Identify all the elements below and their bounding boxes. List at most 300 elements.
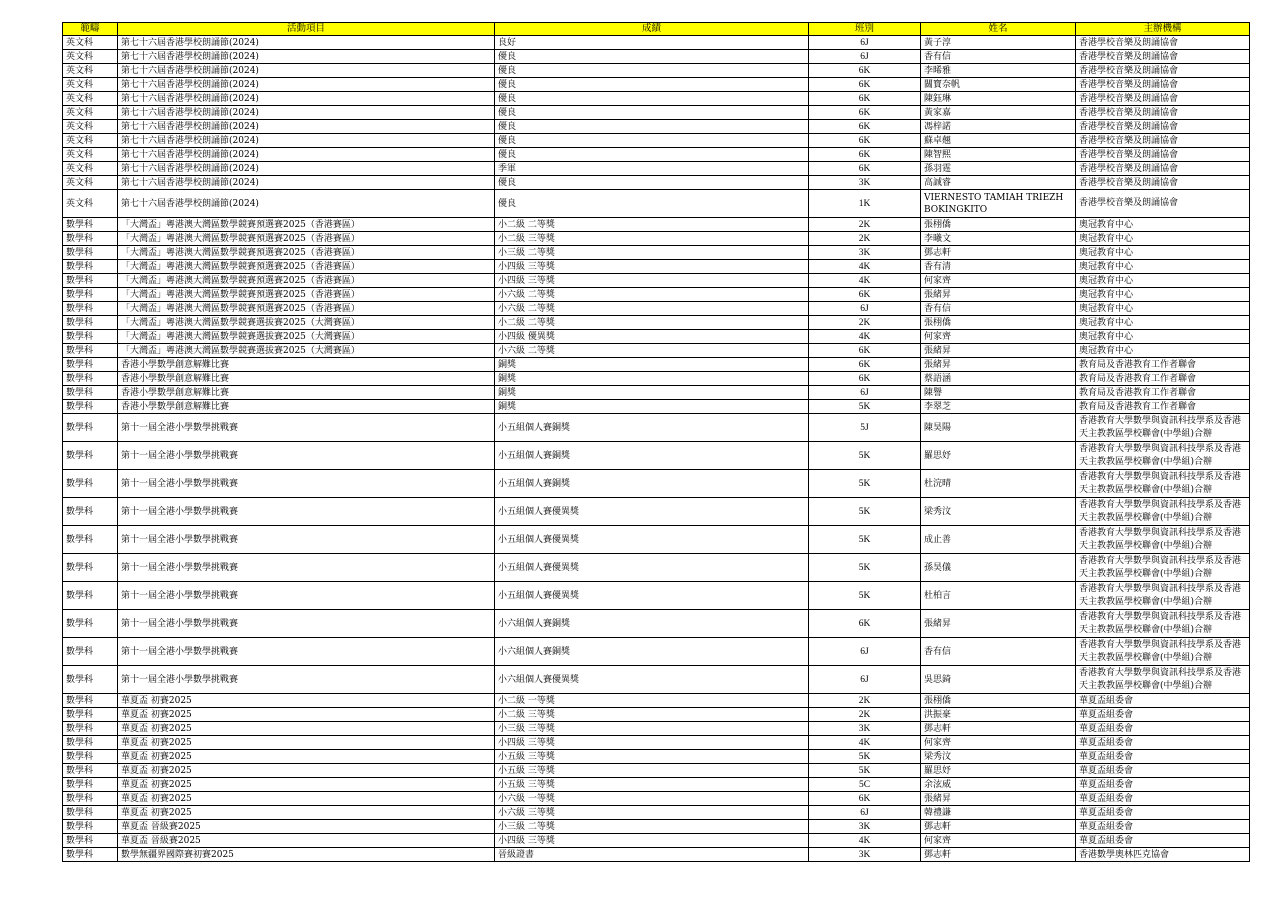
cell-result: 小二級 二等獎 xyxy=(495,218,809,232)
cell-organizer: 奧冠教育中心 xyxy=(1076,274,1250,288)
table-row xyxy=(63,582,1250,610)
cell-activity: 「大灣盃」粵港澳大灣區數學競賽選拔賽2025（大灣賽區） xyxy=(118,344,495,358)
cell-name: 陳譽 xyxy=(921,386,1076,400)
cell-activity: 第七十六屆香港學校朗誦節(2024) xyxy=(118,190,495,218)
cell-result: 小四級 三等獎 xyxy=(495,260,809,274)
table-row xyxy=(63,176,1250,190)
cell-activity: 第七十六屆香港學校朗誦節(2024) xyxy=(118,148,495,162)
cell-category: 數學科 xyxy=(63,358,118,372)
cell-activity: 第七十六屆香港學校朗誦節(2024) xyxy=(118,106,495,120)
cell-name: 李翠芝 xyxy=(921,400,1076,414)
cell-category: 數學科 xyxy=(63,722,118,736)
cell-name: 蘇卓翹 xyxy=(921,134,1076,148)
cell-category: 數學科 xyxy=(63,610,118,638)
cell-class: 6K xyxy=(809,106,921,120)
cell-class: 6K xyxy=(809,148,921,162)
cell-activity: 華夏盃 初賽2025 xyxy=(118,778,495,792)
cell-class: 5C xyxy=(809,778,921,792)
cell-class: 5K xyxy=(809,442,921,470)
cell-category: 數學科 xyxy=(63,330,118,344)
cell-category: 數學科 xyxy=(63,638,118,666)
cell-result: 小五級 三等獎 xyxy=(495,764,809,778)
cell-name: 羅思妤 xyxy=(921,442,1076,470)
cell-category: 數學科 xyxy=(63,274,118,288)
cell-category: 數學科 xyxy=(63,260,118,274)
cell-activity: 第七十六屆香港學校朗誦節(2024) xyxy=(118,50,495,64)
cell-activity: 第七十六屆香港學校朗誦節(2024) xyxy=(118,92,495,106)
cell-organizer: 華夏盃組委會 xyxy=(1076,778,1250,792)
cell-category: 數學科 xyxy=(63,820,118,834)
cell-name: 黃家嘉 xyxy=(921,106,1076,120)
table-row xyxy=(63,218,1250,232)
header-organizer: 主辦機構 xyxy=(1076,23,1250,36)
cell-category: 英文科 xyxy=(63,64,118,78)
cell-activity: 第十一屆全港小學數學挑戰賽 xyxy=(118,498,495,526)
header-name: 姓名 xyxy=(921,23,1076,36)
cell-name: 張栩僑 xyxy=(921,316,1076,330)
cell-class: 3K xyxy=(809,176,921,190)
cell-name: 張緒昇 xyxy=(921,344,1076,358)
cell-result: 小六組個人賽優異獎 xyxy=(495,666,809,694)
cell-category: 數學科 xyxy=(63,848,118,862)
cell-result: 優良 xyxy=(495,120,809,134)
cell-result: 小四級 三等獎 xyxy=(495,274,809,288)
cell-name: 韓禮謙 xyxy=(921,806,1076,820)
cell-organizer: 奧冠教育中心 xyxy=(1076,232,1250,246)
table-row xyxy=(63,316,1250,330)
cell-activity: 第七十六屆香港學校朗誦節(2024) xyxy=(118,134,495,148)
cell-result: 優良 xyxy=(495,134,809,148)
cell-class: 5K xyxy=(809,764,921,778)
cell-organizer: 教育局及香港教育工作者聯會 xyxy=(1076,386,1250,400)
cell-class: 2K xyxy=(809,708,921,722)
table-row xyxy=(63,470,1250,498)
cell-class: 6K xyxy=(809,162,921,176)
cell-category: 數學科 xyxy=(63,778,118,792)
cell-organizer: 香港教育大學數學與資訊科技學系及香港天主教教區學校聯會(中學組)合辦 xyxy=(1076,638,1250,666)
cell-organizer: 奧冠教育中心 xyxy=(1076,260,1250,274)
table-row xyxy=(63,750,1250,764)
cell-result: 小六級 二等獎 xyxy=(495,302,809,316)
cell-result: 小五組個人賽優異獎 xyxy=(495,582,809,610)
cell-name: 何家齊 xyxy=(921,736,1076,750)
cell-result: 優良 xyxy=(495,190,809,218)
cell-name: 張栩僑 xyxy=(921,694,1076,708)
cell-result: 小二級 一等獎 xyxy=(495,694,809,708)
cell-name: 張緒昇 xyxy=(921,610,1076,638)
awards-table xyxy=(62,22,1250,862)
cell-result: 良好 xyxy=(495,36,809,50)
cell-organizer: 香港教育大學數學與資訊科技學系及香港天主教教區學校聯會(中學組)合辦 xyxy=(1076,470,1250,498)
cell-category: 英文科 xyxy=(63,50,118,64)
cell-class: 6K xyxy=(809,120,921,134)
cell-activity: 華夏盃 初賽2025 xyxy=(118,708,495,722)
cell-category: 數學科 xyxy=(63,288,118,302)
cell-organizer: 奧冠教育中心 xyxy=(1076,316,1250,330)
cell-result: 季軍 xyxy=(495,162,809,176)
cell-class: 6J xyxy=(809,36,921,50)
cell-result: 晉級證書 xyxy=(495,848,809,862)
cell-organizer: 奧冠教育中心 xyxy=(1076,218,1250,232)
cell-result: 小五組個人賽優異獎 xyxy=(495,498,809,526)
cell-class: 3K xyxy=(809,722,921,736)
cell-activity: 第十一屆全港小學數學挑戰賽 xyxy=(118,414,495,442)
cell-category: 英文科 xyxy=(63,92,118,106)
cell-result: 銅獎 xyxy=(495,358,809,372)
cell-class: 6K xyxy=(809,64,921,78)
cell-organizer: 香港教育大學數學與資訊科技學系及香港天主教教區學校聯會(中學組)合辦 xyxy=(1076,498,1250,526)
cell-activity: 華夏盃 初賽2025 xyxy=(118,750,495,764)
cell-activity: 華夏盃 初賽2025 xyxy=(118,736,495,750)
table-row xyxy=(63,36,1250,50)
header-row xyxy=(63,23,1250,36)
cell-class: 3K xyxy=(809,848,921,862)
cell-name: 陳昊陽 xyxy=(921,414,1076,442)
cell-category: 數學科 xyxy=(63,526,118,554)
cell-name: 余泫威 xyxy=(921,778,1076,792)
cell-activity: 第十一屆全港小學數學挑戰賽 xyxy=(118,666,495,694)
cell-result: 小六組個人賽銅獎 xyxy=(495,610,809,638)
cell-result: 小二級 三等獎 xyxy=(495,232,809,246)
table-row xyxy=(63,638,1250,666)
table-row xyxy=(63,344,1250,358)
cell-activity: 華夏盃 初賽2025 xyxy=(118,764,495,778)
table-row xyxy=(63,106,1250,120)
cell-category: 英文科 xyxy=(63,106,118,120)
table-row xyxy=(63,414,1250,442)
table-row xyxy=(63,498,1250,526)
table-row xyxy=(63,610,1250,638)
cell-result: 小四級 優異獎 xyxy=(495,330,809,344)
cell-result: 小三級 三等獎 xyxy=(495,722,809,736)
cell-organizer: 奧冠教育中心 xyxy=(1076,330,1250,344)
cell-name: 洪振豪 xyxy=(921,708,1076,722)
cell-name: 何家齊 xyxy=(921,834,1076,848)
cell-result: 小四級 三等獎 xyxy=(495,736,809,750)
table-row xyxy=(63,526,1250,554)
cell-category: 數學科 xyxy=(63,414,118,442)
cell-class: 6J xyxy=(809,386,921,400)
cell-organizer: 奧冠教育中心 xyxy=(1076,246,1250,260)
table-row xyxy=(63,148,1250,162)
cell-result: 優良 xyxy=(495,78,809,92)
cell-name: 何家齊 xyxy=(921,330,1076,344)
cell-result: 小三級 二等獎 xyxy=(495,246,809,260)
cell-category: 數學科 xyxy=(63,372,118,386)
cell-activity: 華夏盃 初賽2025 xyxy=(118,694,495,708)
cell-name: 李晞雅 xyxy=(921,64,1076,78)
cell-activity: 華夏盃 初賽2025 xyxy=(118,806,495,820)
table-row xyxy=(63,50,1250,64)
cell-result: 小三級 二等獎 xyxy=(495,820,809,834)
cell-organizer: 香港教育大學數學與資訊科技學系及香港天主教教區學校聯會(中學組)合辦 xyxy=(1076,610,1250,638)
cell-class: 4K xyxy=(809,330,921,344)
cell-result: 小二級 二等獎 xyxy=(495,316,809,330)
table-row xyxy=(63,330,1250,344)
cell-result: 小五級 三等獎 xyxy=(495,750,809,764)
cell-organizer: 華夏盃組委會 xyxy=(1076,694,1250,708)
cell-name: 高誠睿 xyxy=(921,176,1076,190)
table-row xyxy=(63,442,1250,470)
cell-class: 4K xyxy=(809,274,921,288)
cell-result: 銅獎 xyxy=(495,372,809,386)
cell-activity: 「大灣盃」粵港澳大灣區數學競賽預選賽2025（香港賽區） xyxy=(118,274,495,288)
table-row xyxy=(63,778,1250,792)
cell-category: 英文科 xyxy=(63,134,118,148)
cell-organizer: 香港學校音樂及朗誦協會 xyxy=(1076,120,1250,134)
cell-category: 數學科 xyxy=(63,666,118,694)
cell-organizer: 香港學校音樂及朗誦協會 xyxy=(1076,190,1250,218)
cell-class: 6K xyxy=(809,358,921,372)
cell-organizer: 香港數學奧林匹克協會 xyxy=(1076,848,1250,862)
header-activity: 活動項目 xyxy=(118,23,495,36)
table-row xyxy=(63,820,1250,834)
cell-result: 小五組個人賽優異獎 xyxy=(495,526,809,554)
cell-name: 張栩僑 xyxy=(921,218,1076,232)
cell-organizer: 華夏盃組委會 xyxy=(1076,792,1250,806)
cell-organizer: 香港學校音樂及朗誦協會 xyxy=(1076,36,1250,50)
cell-activity: 「大灣盃」粵港澳大灣區數學競賽選拔賽2025（大灣賽區） xyxy=(118,316,495,330)
cell-name: 吳思錡 xyxy=(921,666,1076,694)
cell-result: 優良 xyxy=(495,106,809,120)
cell-class: 5K xyxy=(809,470,921,498)
table-row xyxy=(63,260,1250,274)
cell-organizer: 香港教育大學數學與資訊科技學系及香港天主教教區學校聯會(中學組)合辦 xyxy=(1076,582,1250,610)
cell-activity: 香港小學數學創意解難比賽 xyxy=(118,358,495,372)
table-row xyxy=(63,92,1250,106)
cell-class: 2K xyxy=(809,316,921,330)
cell-class: 6K xyxy=(809,134,921,148)
cell-category: 數學科 xyxy=(63,344,118,358)
cell-class: 6K xyxy=(809,344,921,358)
cell-activity: 「大灣盃」粵港澳大灣區數學競賽選拔賽2025（大灣賽區） xyxy=(118,330,495,344)
cell-organizer: 華夏盃組委會 xyxy=(1076,820,1250,834)
table-row xyxy=(63,162,1250,176)
cell-category: 數學科 xyxy=(63,498,118,526)
cell-activity: 香港小學數學創意解難比賽 xyxy=(118,372,495,386)
cell-class: 5K xyxy=(809,498,921,526)
cell-organizer: 香港教育大學數學與資訊科技學系及香港天主教教區學校聯會(中學組)合辦 xyxy=(1076,526,1250,554)
table-row xyxy=(63,736,1250,750)
cell-result: 優良 xyxy=(495,176,809,190)
cell-activity: 數學無疆界國際賽初賽2025 xyxy=(118,848,495,862)
cell-organizer: 華夏盃組委會 xyxy=(1076,764,1250,778)
table-row xyxy=(63,302,1250,316)
cell-result: 銅獎 xyxy=(495,386,809,400)
cell-name: 鄧志軒 xyxy=(921,848,1076,862)
cell-activity: 「大灣盃」粵港澳大灣區數學競賽預選賽2025（香港賽區） xyxy=(118,288,495,302)
cell-activity: 華夏盃 晉級賽2025 xyxy=(118,820,495,834)
cell-class: 6K xyxy=(809,92,921,106)
cell-category: 數學科 xyxy=(63,792,118,806)
cell-category: 數學科 xyxy=(63,232,118,246)
table-row xyxy=(63,358,1250,372)
cell-class: 6J xyxy=(809,806,921,820)
cell-organizer: 香港教育大學數學與資訊科技學系及香港天主教教區學校聯會(中學組)合辦 xyxy=(1076,414,1250,442)
cell-category: 數學科 xyxy=(63,736,118,750)
cell-category: 數學科 xyxy=(63,470,118,498)
table-row xyxy=(63,764,1250,778)
cell-class: 6K xyxy=(809,288,921,302)
cell-class: 4K xyxy=(809,736,921,750)
cell-category: 數學科 xyxy=(63,400,118,414)
table-row xyxy=(63,400,1250,414)
cell-class: 5K xyxy=(809,400,921,414)
table-row xyxy=(63,834,1250,848)
table-row xyxy=(63,232,1250,246)
cell-organizer: 奧冠教育中心 xyxy=(1076,288,1250,302)
table-row xyxy=(63,120,1250,134)
table-row xyxy=(63,372,1250,386)
cell-category: 數學科 xyxy=(63,246,118,260)
cell-category: 英文科 xyxy=(63,162,118,176)
cell-organizer: 香港學校音樂及朗誦協會 xyxy=(1076,50,1250,64)
cell-category: 數學科 xyxy=(63,386,118,400)
cell-activity: 「大灣盃」粵港澳大灣區數學競賽預選賽2025（香港賽區） xyxy=(118,218,495,232)
cell-category: 數學科 xyxy=(63,806,118,820)
table-row xyxy=(63,288,1250,302)
cell-category: 數學科 xyxy=(63,764,118,778)
cell-name: 張緒昇 xyxy=(921,288,1076,302)
cell-category: 數學科 xyxy=(63,442,118,470)
table-row xyxy=(63,694,1250,708)
cell-class: 6K xyxy=(809,610,921,638)
cell-organizer: 華夏盃組委會 xyxy=(1076,834,1250,848)
cell-category: 英文科 xyxy=(63,148,118,162)
cell-activity: 第七十六屆香港學校朗誦節(2024) xyxy=(118,176,495,190)
cell-category: 數學科 xyxy=(63,554,118,582)
cell-name: 蔡語涵 xyxy=(921,372,1076,386)
header-class: 班別 xyxy=(809,23,921,36)
cell-result: 小六級 一等獎 xyxy=(495,792,809,806)
cell-organizer: 華夏盃組委會 xyxy=(1076,722,1250,736)
table-row xyxy=(63,666,1250,694)
cell-activity: 第七十六屆香港學校朗誦節(2024) xyxy=(118,162,495,176)
cell-name: 鄧志軒 xyxy=(921,246,1076,260)
cell-activity: 第十一屆全港小學數學挑戰賽 xyxy=(118,526,495,554)
cell-result: 小六級 二等獎 xyxy=(495,344,809,358)
cell-result: 小五組個人賽銅獎 xyxy=(495,470,809,498)
cell-organizer: 華夏盃組委會 xyxy=(1076,806,1250,820)
cell-activity: 第七十六屆香港學校朗誦節(2024) xyxy=(118,78,495,92)
cell-name: 香有信 xyxy=(921,50,1076,64)
cell-result: 小五組個人賽銅獎 xyxy=(495,442,809,470)
table-row xyxy=(63,722,1250,736)
table-row xyxy=(63,190,1250,218)
table-row xyxy=(63,274,1250,288)
cell-class: 2K xyxy=(809,694,921,708)
cell-organizer: 奧冠教育中心 xyxy=(1076,302,1250,316)
cell-class: 5K xyxy=(809,582,921,610)
cell-organizer: 教育局及香港教育工作者聯會 xyxy=(1076,358,1250,372)
cell-organizer: 教育局及香港教育工作者聯會 xyxy=(1076,372,1250,386)
cell-result: 小六級 三等獎 xyxy=(495,806,809,820)
cell-result: 優良 xyxy=(495,64,809,78)
cell-name: 黃子淳 xyxy=(921,36,1076,50)
table-row xyxy=(63,134,1250,148)
cell-result: 小四級 三等獎 xyxy=(495,834,809,848)
cell-class: 6K xyxy=(809,372,921,386)
cell-result: 小五級 三等獎 xyxy=(495,778,809,792)
cell-result: 小五組個人賽銅獎 xyxy=(495,414,809,442)
cell-result: 小二級 三等獎 xyxy=(495,708,809,722)
cell-activity: 第十一屆全港小學數學挑戰賽 xyxy=(118,554,495,582)
cell-name: 馮梓諾 xyxy=(921,120,1076,134)
table-row xyxy=(63,806,1250,820)
cell-organizer: 香港學校音樂及朗誦協會 xyxy=(1076,134,1250,148)
table-row xyxy=(63,246,1250,260)
cell-organizer: 香港學校音樂及朗誦協會 xyxy=(1076,92,1250,106)
cell-activity: 第十一屆全港小學數學挑戰賽 xyxy=(118,610,495,638)
cell-name: 張緒昇 xyxy=(921,792,1076,806)
cell-activity: 第十一屆全港小學數學挑戰賽 xyxy=(118,638,495,666)
cell-organizer: 香港教育大學數學與資訊科技學系及香港天主教教區學校聯會(中學組)合辦 xyxy=(1076,666,1250,694)
cell-result: 優良 xyxy=(495,92,809,106)
cell-activity: 「大灣盃」粵港澳大灣區數學競賽預選賽2025（香港賽區） xyxy=(118,260,495,274)
cell-class: 5K xyxy=(809,554,921,582)
cell-category: 數學科 xyxy=(63,834,118,848)
cell-organizer: 華夏盃組委會 xyxy=(1076,736,1250,750)
cell-class: 5K xyxy=(809,526,921,554)
cell-class: 5K xyxy=(809,750,921,764)
cell-result: 優良 xyxy=(495,50,809,64)
cell-name: 鄧志軒 xyxy=(921,820,1076,834)
cell-name: 羅思妤 xyxy=(921,764,1076,778)
cell-class: 6K xyxy=(809,792,921,806)
cell-organizer: 華夏盃組委會 xyxy=(1076,708,1250,722)
cell-class: 6J xyxy=(809,638,921,666)
cell-name: 香有信 xyxy=(921,302,1076,316)
cell-organizer: 香港學校音樂及朗誦協會 xyxy=(1076,176,1250,190)
cell-class: 3K xyxy=(809,246,921,260)
cell-category: 英文科 xyxy=(63,190,118,218)
cell-category: 數學科 xyxy=(63,316,118,330)
cell-result: 小五組個人賽優異獎 xyxy=(495,554,809,582)
cell-activity: 第十一屆全港小學數學挑戰賽 xyxy=(118,582,495,610)
cell-name: 杜浣晴 xyxy=(921,470,1076,498)
cell-class: 6J xyxy=(809,666,921,694)
cell-category: 數學科 xyxy=(63,582,118,610)
header-result: 成績 xyxy=(495,23,809,36)
table-row xyxy=(63,64,1250,78)
cell-organizer: 香港學校音樂及朗誦協會 xyxy=(1076,78,1250,92)
cell-name: 梁秀汶 xyxy=(921,750,1076,764)
cell-category: 英文科 xyxy=(63,120,118,134)
table-row xyxy=(63,708,1250,722)
cell-name: 香有信 xyxy=(921,638,1076,666)
cell-name: 香有清 xyxy=(921,260,1076,274)
cell-organizer: 香港學校音樂及朗誦協會 xyxy=(1076,162,1250,176)
cell-name: 何家齊 xyxy=(921,274,1076,288)
cell-category: 英文科 xyxy=(63,36,118,50)
cell-result: 小六級 二等獎 xyxy=(495,288,809,302)
table-row xyxy=(63,78,1250,92)
cell-class: 4K xyxy=(809,834,921,848)
cell-organizer: 華夏盃組委會 xyxy=(1076,750,1250,764)
cell-name: 成止善 xyxy=(921,526,1076,554)
cell-activity: 「大灣盃」粵港澳大灣區數學競賽預選賽2025（香港賽區） xyxy=(118,302,495,316)
cell-category: 數學科 xyxy=(63,694,118,708)
cell-category: 數學科 xyxy=(63,750,118,764)
cell-category: 英文科 xyxy=(63,176,118,190)
cell-activity: 香港小學數學創意解難比賽 xyxy=(118,386,495,400)
cell-category: 英文科 xyxy=(63,78,118,92)
cell-activity: 第十一屆全港小學數學挑戰賽 xyxy=(118,442,495,470)
cell-activity: 「大灣盃」粵港澳大灣區數學競賽預選賽2025（香港賽區） xyxy=(118,246,495,260)
cell-activity: 第七十六屆香港學校朗誦節(2024) xyxy=(118,120,495,134)
cell-result: 優良 xyxy=(495,148,809,162)
cell-organizer: 香港教育大學數學與資訊科技學系及香港天主教教區學校聯會(中學組)合辦 xyxy=(1076,442,1250,470)
